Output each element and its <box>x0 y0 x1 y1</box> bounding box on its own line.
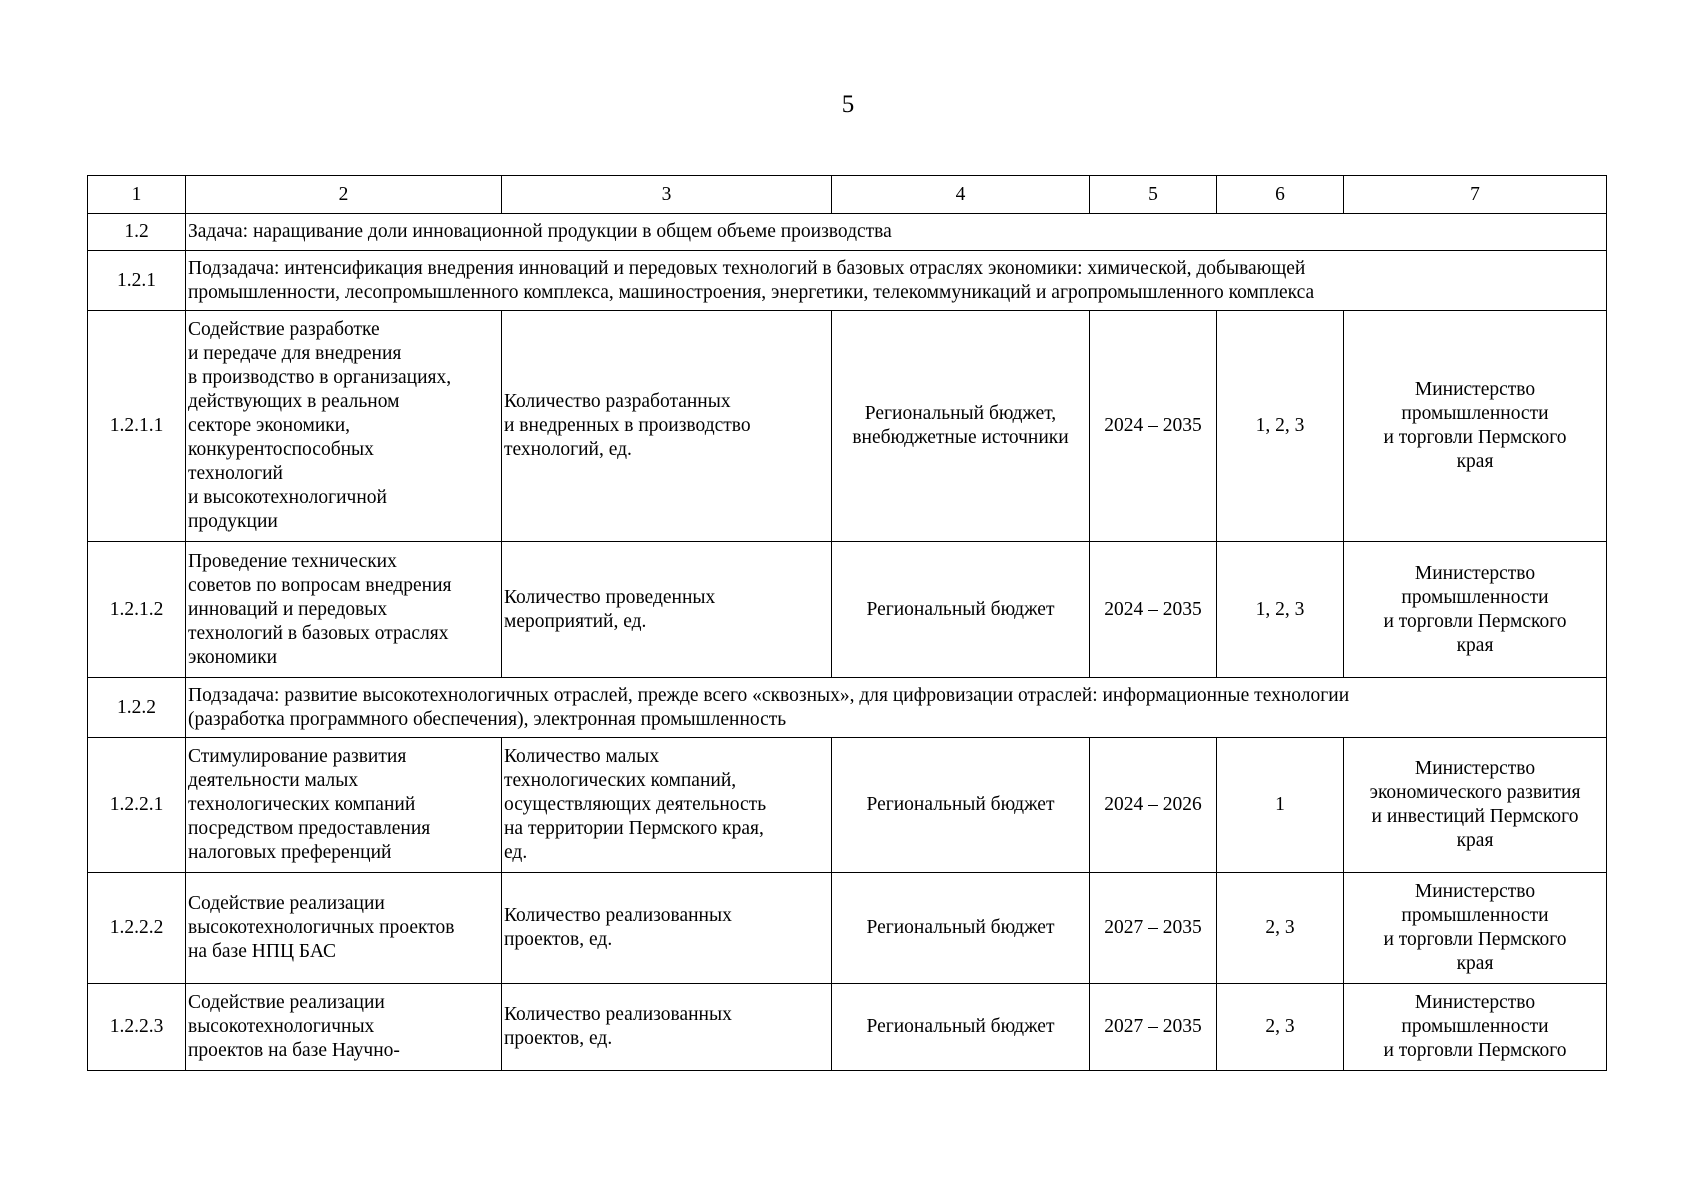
indicator-cell: Количество проведенных мероприятий, ед. <box>502 542 832 678</box>
header-cell: 2 <box>186 176 502 214</box>
table-row <box>88 311 1607 542</box>
funding-cell: Региональный бюджет, внебюджетные источники <box>832 311 1090 542</box>
row-number: 1.2.1.1 <box>88 311 186 542</box>
stages-cell: 2, 3 <box>1217 984 1344 1071</box>
page-number: 5 <box>841 91 855 118</box>
task-row <box>88 214 1607 251</box>
action-cell: Проведение технических советов по вопросам внедрения инноваций и передовых технологий в базовых отраслях экономики <box>186 542 502 678</box>
subtask-number: 1.2.2 <box>88 678 186 738</box>
stages-cell: 2, 3 <box>1217 873 1344 984</box>
row-number: 1.2.2.3 <box>88 984 186 1071</box>
stages-cell: 1, 2, 3 <box>1217 311 1344 542</box>
subtask-number: 1.2.1 <box>88 251 186 311</box>
indicator-cell: Количество малых технологических компаний, осуществляющих деятельность на территории Пермского края, ед. <box>502 738 832 873</box>
period-cell: 2024 – 2035 <box>1090 542 1217 678</box>
stages-cell: 1, 2, 3 <box>1217 542 1344 678</box>
header-cell: 1 <box>88 176 186 214</box>
action-cell: Содействие разработке и передаче для внедрения в производство в организациях, действующих в реальном секторе экономики, конкурентоспособных технологий и высокотехнологичной продукции <box>186 311 502 542</box>
indicator-cell: Количество реализованных проектов, ед. <box>502 873 832 984</box>
header-cell: 6 <box>1217 176 1344 214</box>
responsible-cell: Министерство промышленности и торговли Пермского края <box>1344 311 1607 542</box>
period-cell: 2027 – 2035 <box>1090 873 1217 984</box>
action-cell: Содействие реализации высокотехнологичных проектов на базе НПЦ БАС <box>186 873 502 984</box>
header-cell: 5 <box>1090 176 1217 214</box>
responsible-cell: Министерство промышленности и торговли Пермского <box>1344 984 1607 1071</box>
subtask-text: Подзадача: развитие высокотехнологичных отраслей, прежде всего «сквозных», для цифровизации отраслей: информационные технологии (разработка программного обеспечения), электронная промышленность <box>186 678 1607 738</box>
indicator-cell: Количество разработанных и внедренных в производство технологий, ед. <box>502 311 832 542</box>
period-cell: 2027 – 2035 <box>1090 984 1217 1071</box>
table-header-row <box>88 176 1607 214</box>
indicator-cell: Количество реализованных проектов, ед. <box>502 984 832 1071</box>
subtask-row <box>88 251 1607 311</box>
table-row <box>88 542 1607 678</box>
header-cell: 3 <box>502 176 832 214</box>
row-number: 1.2.2.1 <box>88 738 186 873</box>
subtask-text: Подзадача: интенсификация внедрения инноваций и передовых технологий в базовых отраслях экономики: химической, добывающей промышленности, лесопромышленного комплекса, машиностроения, энергетики, телекоммуникаций и агропромышленного комплекса <box>186 251 1607 311</box>
header-cell: 4 <box>832 176 1090 214</box>
responsible-cell: Министерство промышленности и торговли Пермского края <box>1344 542 1607 678</box>
responsible-cell: Министерство промышленности и торговли Пермского края <box>1344 873 1607 984</box>
table-row <box>88 873 1607 984</box>
responsible-cell: Министерство экономического развития и инвестиций Пермского края <box>1344 738 1607 873</box>
period-cell: 2024 – 2026 <box>1090 738 1217 873</box>
funding-cell: Региональный бюджет <box>832 873 1090 984</box>
row-number: 1.2.1.2 <box>88 542 186 678</box>
task-number: 1.2 <box>88 214 186 251</box>
funding-cell: Региональный бюджет <box>832 984 1090 1071</box>
funding-cell: Региональный бюджет <box>832 738 1090 873</box>
table-row <box>88 738 1607 873</box>
stages-cell: 1 <box>1217 738 1344 873</box>
action-cell: Содействие реализации высокотехнологичных проектов на базе Научно- <box>186 984 502 1071</box>
period-cell: 2024 – 2035 <box>1090 311 1217 542</box>
funding-cell: Региональный бюджет <box>832 542 1090 678</box>
task-text: Задача: наращивание доли инновационной продукции в общем объеме производства <box>186 214 1607 251</box>
subtask-row <box>88 678 1607 738</box>
program-table <box>87 175 1607 1071</box>
header-cell: 7 <box>1344 176 1607 214</box>
action-cell: Стимулирование развития деятельности малых технологических компаний посредством предоставления налоговых преференций <box>186 738 502 873</box>
table-row <box>88 984 1607 1071</box>
row-number: 1.2.2.2 <box>88 873 186 984</box>
